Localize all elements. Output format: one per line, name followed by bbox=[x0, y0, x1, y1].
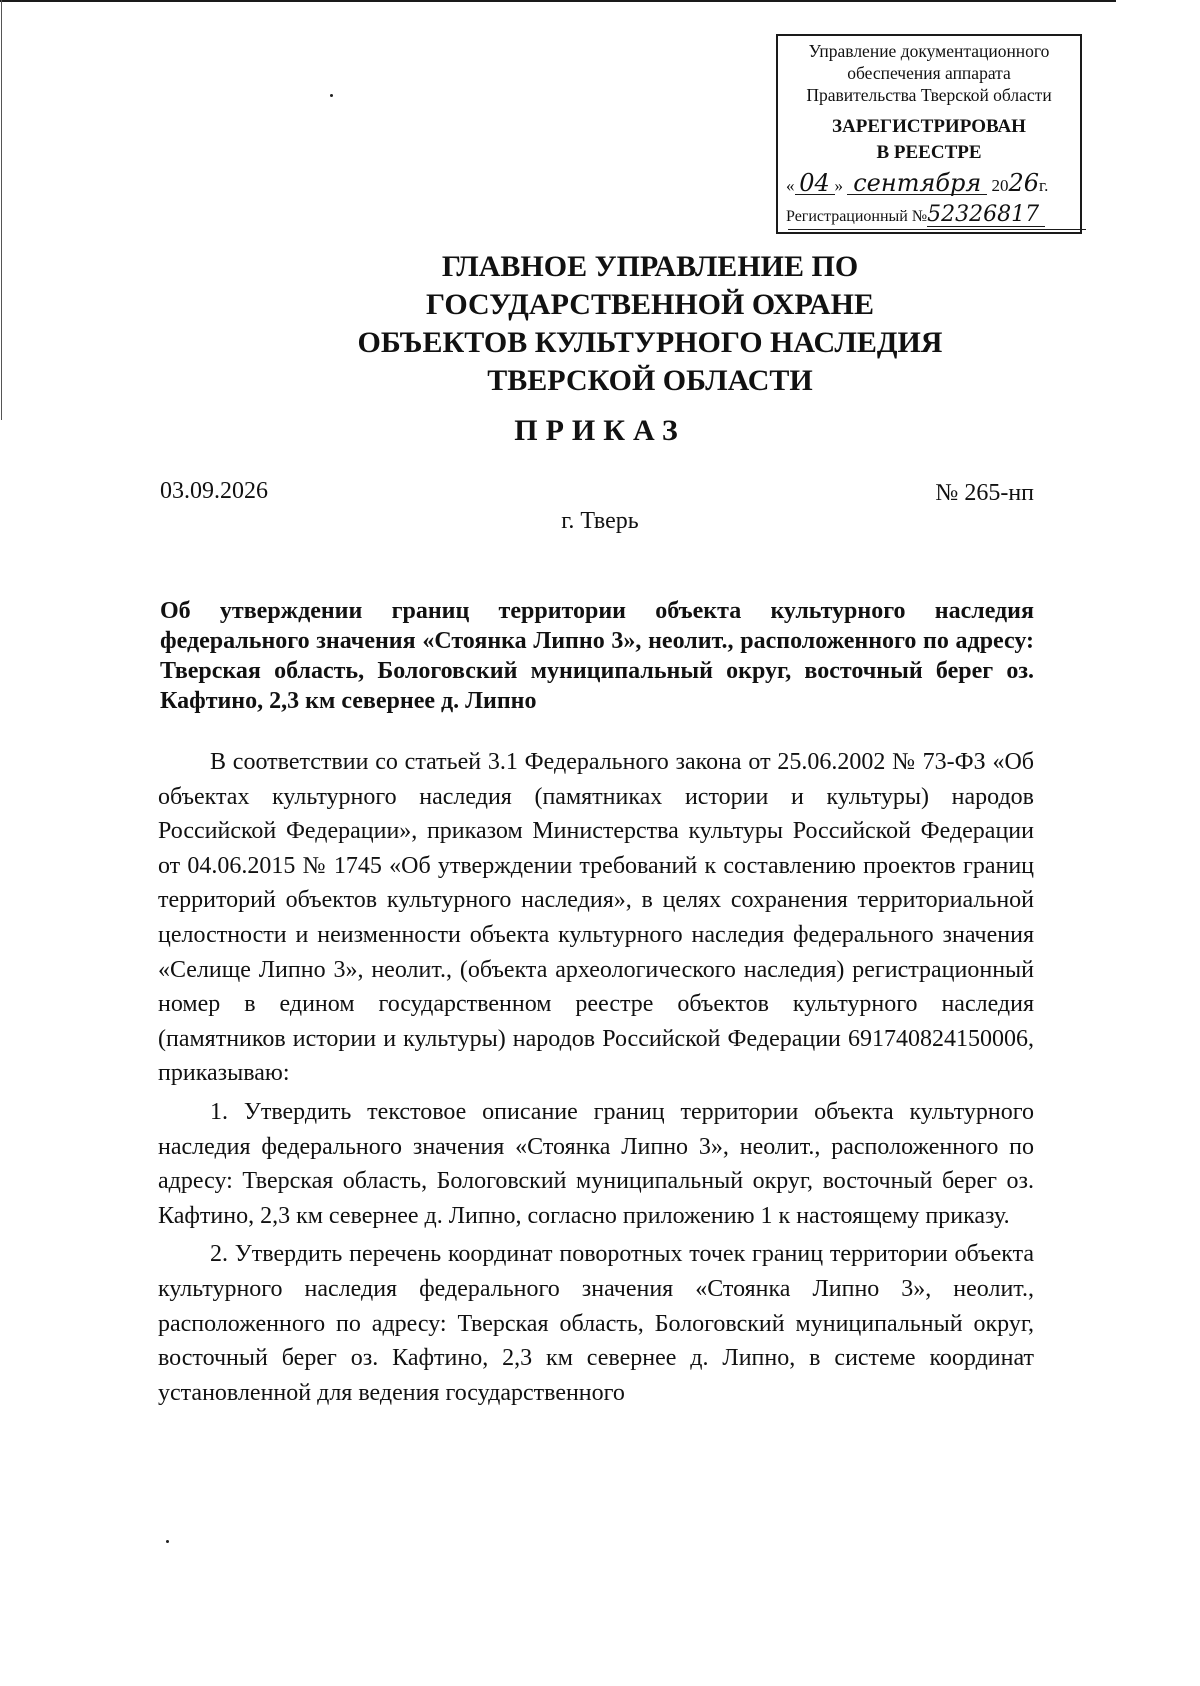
stamp-day: 04 bbox=[795, 172, 835, 195]
stamp-registration bbox=[786, 204, 1078, 228]
scan-speck bbox=[330, 94, 333, 97]
document-body bbox=[158, 745, 1034, 1410]
document-subject: Об утверждении границ территории объекта культурного наследия федерального значения «Стоянка Липно 3», неолит., расположенного по адресу: Тверская область, Бологовский муниципальный округ, восточный берег оз. Кафтино, 2,3 км севернее д. Липно bbox=[160, 598, 1034, 714]
agency-line: ТВЕРСКОЙ ОБЛАСТИ bbox=[487, 364, 813, 397]
document-number: № 265-нп bbox=[935, 480, 1034, 506]
agency-line: ГОСУДАРСТВЕННОЙ ОХРАНЕ bbox=[426, 288, 874, 321]
stamp-org-line: Правительства Тверской области bbox=[806, 85, 1052, 105]
body-item-1: 1. Утвердить текстовое описание границ территории объекта культурного наследия федерального значения «Стоянка Липно 3», неолит., расположенного по адресу: Тверская область, Бологовский муниципальный округ, восточный берег оз. Кафтино, 2,3 км севернее д. Липно, согласно приложению 1 к настоящему приказу. bbox=[158, 1098, 1034, 1229]
document-type: ПРИКАЗ bbox=[514, 414, 686, 447]
stamp-bottom-rule bbox=[788, 229, 1086, 230]
document-city: г. Тверь bbox=[561, 508, 639, 534]
stamp-org-line: обеспечения аппарата bbox=[847, 63, 1011, 83]
scan-left-edge bbox=[1, 0, 2, 420]
stamp-date: « 04 » сентября 2026г. bbox=[786, 169, 1049, 197]
stamp-status-line: В РЕЕСТРЕ bbox=[876, 142, 982, 163]
stamp-year-prefix: 20 bbox=[991, 176, 1009, 195]
scan-speck bbox=[166, 1540, 169, 1543]
agency-line: ГЛАВНОЕ УПРАВЛЕНИЕ ПО bbox=[441, 250, 859, 283]
stamp-organization bbox=[778, 40, 1080, 106]
agency-name bbox=[200, 248, 1100, 400]
stamp-year-mark: г. bbox=[1039, 176, 1049, 195]
stamp-org-line: Управление документационного bbox=[808, 41, 1050, 61]
scan-top-edge bbox=[0, 0, 1116, 2]
document-date: 03.09.2026 bbox=[160, 478, 268, 504]
stamp-reg-number: 52326817 bbox=[927, 204, 1045, 227]
agency-line: ОБЪЕКТОВ КУЛЬТУРНОГО НАСЛЕДИЯ bbox=[357, 326, 943, 359]
body-preamble: В соответствии со статьей 3.1 Федерального закона от 25.06.2002 № 73-ФЗ «Об объектах культурного наследия (памятниках истории и культуры) народов Российской Федерации», приказом Министерства культуры Российской Федерации от 04.06.2015 № 1745 «Об утверждении требований к составлению проектов границ территорий объектов культурного наследия», в целях сохранения территориальной целостности и неизменности объекта культурного наследия федерального значения «Селище Липно 3», неолит., (объекта археологического наследия) регистрационный номер в едином государственном реестре объектов культурного наследия (памятников истории и культуры) народов Российской Федерации 691740824150006, приказываю: bbox=[158, 749, 1034, 1087]
stamp-status-line: ЗАРЕГИСТРИРОВАН bbox=[832, 116, 1026, 137]
stamp-year-suffix: 26 bbox=[1008, 169, 1040, 197]
registration-stamp bbox=[776, 34, 1082, 234]
stamp-month: сентября bbox=[847, 172, 987, 195]
stamp-status bbox=[778, 114, 1080, 166]
body-item-2: 2. Утвердить перечень координат поворотных точек границ территории объекта культурного наследия федерального значения «Стоянка Липно 3», неолит., расположенного по адресу: Тверская область, Бологовский муниципальный округ, восточный берег оз. Кафтино, 2,3 км севернее д. Липно, в системе координат установленной для ведения государственного bbox=[158, 1241, 1034, 1406]
stamp-reg-label: Регистрационный № bbox=[786, 208, 928, 225]
